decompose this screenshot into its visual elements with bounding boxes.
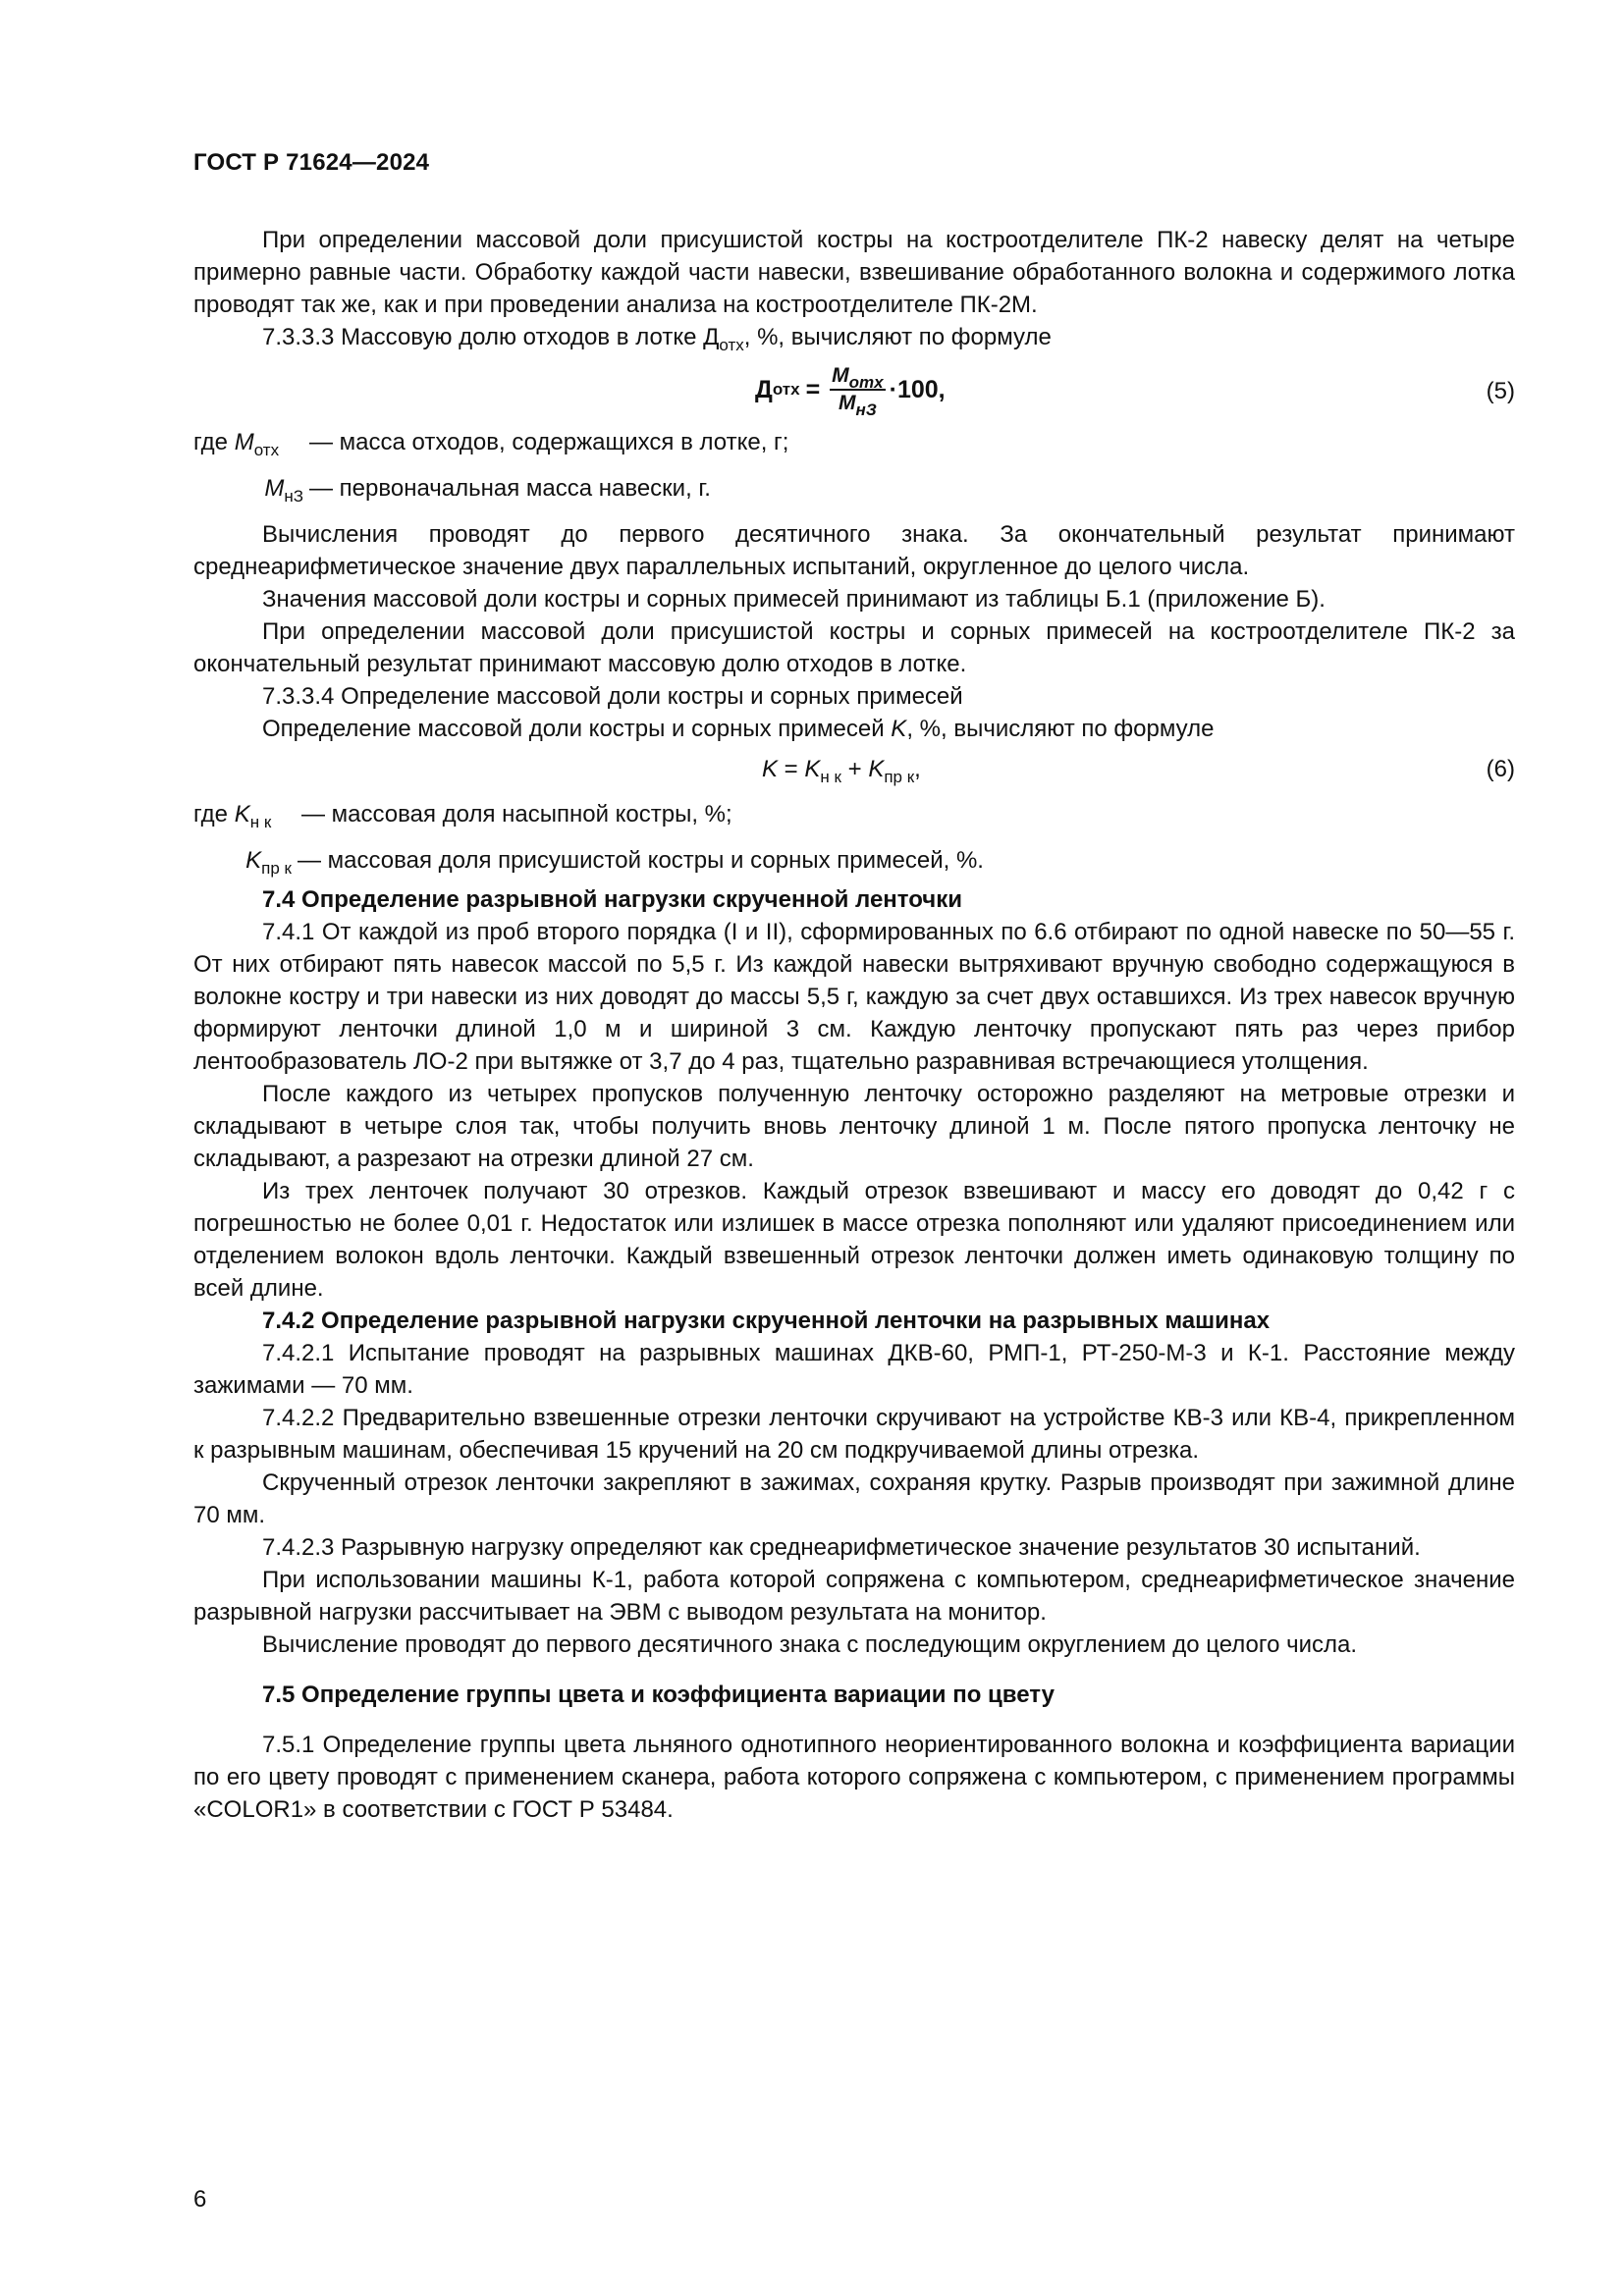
document-body	[193, 224, 1515, 1826]
paragraph: 7.3.3.4 Определение массовой доли костры и сорных примесей	[262, 683, 963, 710]
paragraph: 7.4.2.1 Испытание проводят на разрывных машинах ДКВ-60, РМП-1, РТ-250-М-3 и К-1. Расстояние между зажимами — 70 мм.	[193, 1340, 1515, 1399]
definition-row: где $K_{н к}$ — массовая доля насыпной костры, %;	[193, 801, 732, 831]
section-heading: 7.4 Определение разрывной нагрузки скрученной ленточки	[262, 886, 963, 913]
definition-row: $K_{пр к}$ — массовая доля присушистой костры и сорных примесей, %.	[245, 847, 984, 878]
definitions-list	[193, 798, 1515, 883]
paragraph: Определение массовой доли костры и сорных примесей K, %, вычисляют по формуле	[262, 716, 1215, 742]
paragraph: 7.3.3.3 Массовую долю отходов в лотке $Д_{отх}$, %, вычисляют по формуле	[262, 324, 1052, 354]
fraction: $\frac{M_{отх}}{M_{нЗ}}$	[832, 364, 884, 419]
paragraph: Вычисления проводят до первого десятичного знака. За окончательный результат принимают среднеарифметическое значение двух параллельных испытаний, округленное до целого числа.	[193, 521, 1515, 580]
formula-number: (6)	[1486, 756, 1515, 782]
definition-row: где $M_{отх}$ — масса отходов, содержащихся в лотке, г;	[193, 429, 789, 459]
paragraph: 7.5.1 Определение группы цвета льняного однотипного неориентированного волокна и коэффициента вариации по его цвету проводят с применением сканера, работа которого сопряжена с компьютером, с применением программы «COLOR1» в соответствии с ГОСТ Р 53484.	[193, 1732, 1515, 1823]
definitions-list	[193, 426, 1515, 518]
formula-5	[193, 357, 1515, 422]
paragraph: При определении массовой доли присушистой костры на костроотделителе ПК-2 навеску делят на четыре примерно равные части. Обработку каждой части навески, взвешивание обработанного волокна и содержимого лотка проводят так же, как и при проведении анализа на костроотделителе ПК-2М.	[193, 227, 1515, 318]
paragraph: При использовании машины К-1, работа которой сопряжена с компьютером, среднеарифметическое значение разрывной нагрузки рассчитывает на ЭВМ с выводом результата на монитор.	[193, 1567, 1515, 1626]
paragraph: Из трех ленточек получают 30 отрезков. Каждый отрезок взвешивают и массу его доводят до 0,42 г с погрешностью не более 0,01 г. Недостаток или излишек в массе отрезка пополняют или удаляют присоединением или отделением волокон вдоль ленточки. Каждый взвешенный отрезок ленточки должен иметь одинаковую толщину по всей длине.	[193, 1178, 1515, 1302]
paragraph: После каждого из четырех пропусков полученную ленточку осторожно разделяют на метровые отрезки и складывают в четыре слоя так, чтобы получить вновь ленточку длиной 1 м. После пятого пропуска ленточку не складывают, а разрезают на отрезки длиной 27 см.	[193, 1081, 1515, 1172]
paragraph: 7.4.2.3 Разрывную нагрузку определяют как среднеарифметическое значение результатов 30 испытаний.	[262, 1534, 1421, 1561]
page-number: 6	[193, 2186, 207, 2213]
section-heading: 7.4.2 Определение разрывной нагрузки скрученной ленточки на разрывных машинах	[262, 1308, 1271, 1334]
paragraph: 7.4.1 От каждой из проб второго порядка (I и II), сформированных по 6.6 отбирают по одной навеске по 50—55 г. От них отбирают пять навесок массой по 5,5 г. Из каждой навески вытряхивают вручную свободно содержащуюся в волокне костру и три навески из них доводят до массы 5,5 г, каждую за счет двух оставшихся. Из трех навесок вручную формируют ленточки длиной 1,0 м и шириной 3 см. Каждую ленточку пропускают пять раз через прибор лентообразователь ЛО-2 при вытяжке от 3,7 до 4 раз, тщательно разравнивая встречающиеся утолщения.	[193, 919, 1515, 1075]
definition-row: $M_{нЗ}$ — первоначальная масса навески, г.	[264, 475, 711, 506]
document-header: ГОСТ Р 71624—2024	[193, 149, 430, 176]
paragraph: Вычисление проводят до первого десятичного знака с последующим округлением до целого числа.	[262, 1631, 1358, 1658]
paragraph: 7.4.2.2 Предварительно взвешенные отрезки ленточки скручивают на устройстве КВ-3 или КВ-4, прикрепленном к разрывным машинам, обеспечивая 15 кручений на 20 см подкручиваемой длины отрезка.	[193, 1405, 1515, 1464]
paragraph: При определении массовой доли присушистой костры и сорных примесей на костроотделителе ПК-2 за окончательный результат принимают массовую долю отходов в лотке.	[193, 618, 1515, 677]
formula-expression: $K = K_{н к} + K_{пр к}$,	[762, 756, 921, 786]
paragraph: Значения массовой доли костры и сорных примесей принимают из таблицы Б.1 (приложение Б).	[262, 586, 1326, 613]
formula-expression: Д отх = $\frac{M_{отх}}{M_{нЗ}}$ ·100,	[755, 364, 946, 419]
paragraph: Скрученный отрезок ленточки закрепляют в зажимах, сохраняя крутку. Разрыв производят при зажимной длине 70 мм.	[193, 1469, 1515, 1528]
section-heading: 7.5 Определение группы цвета и коэффициента вариации по цвету	[262, 1682, 1055, 1708]
formula-6	[193, 751, 1515, 794]
formula-number: (5)	[1486, 378, 1515, 404]
